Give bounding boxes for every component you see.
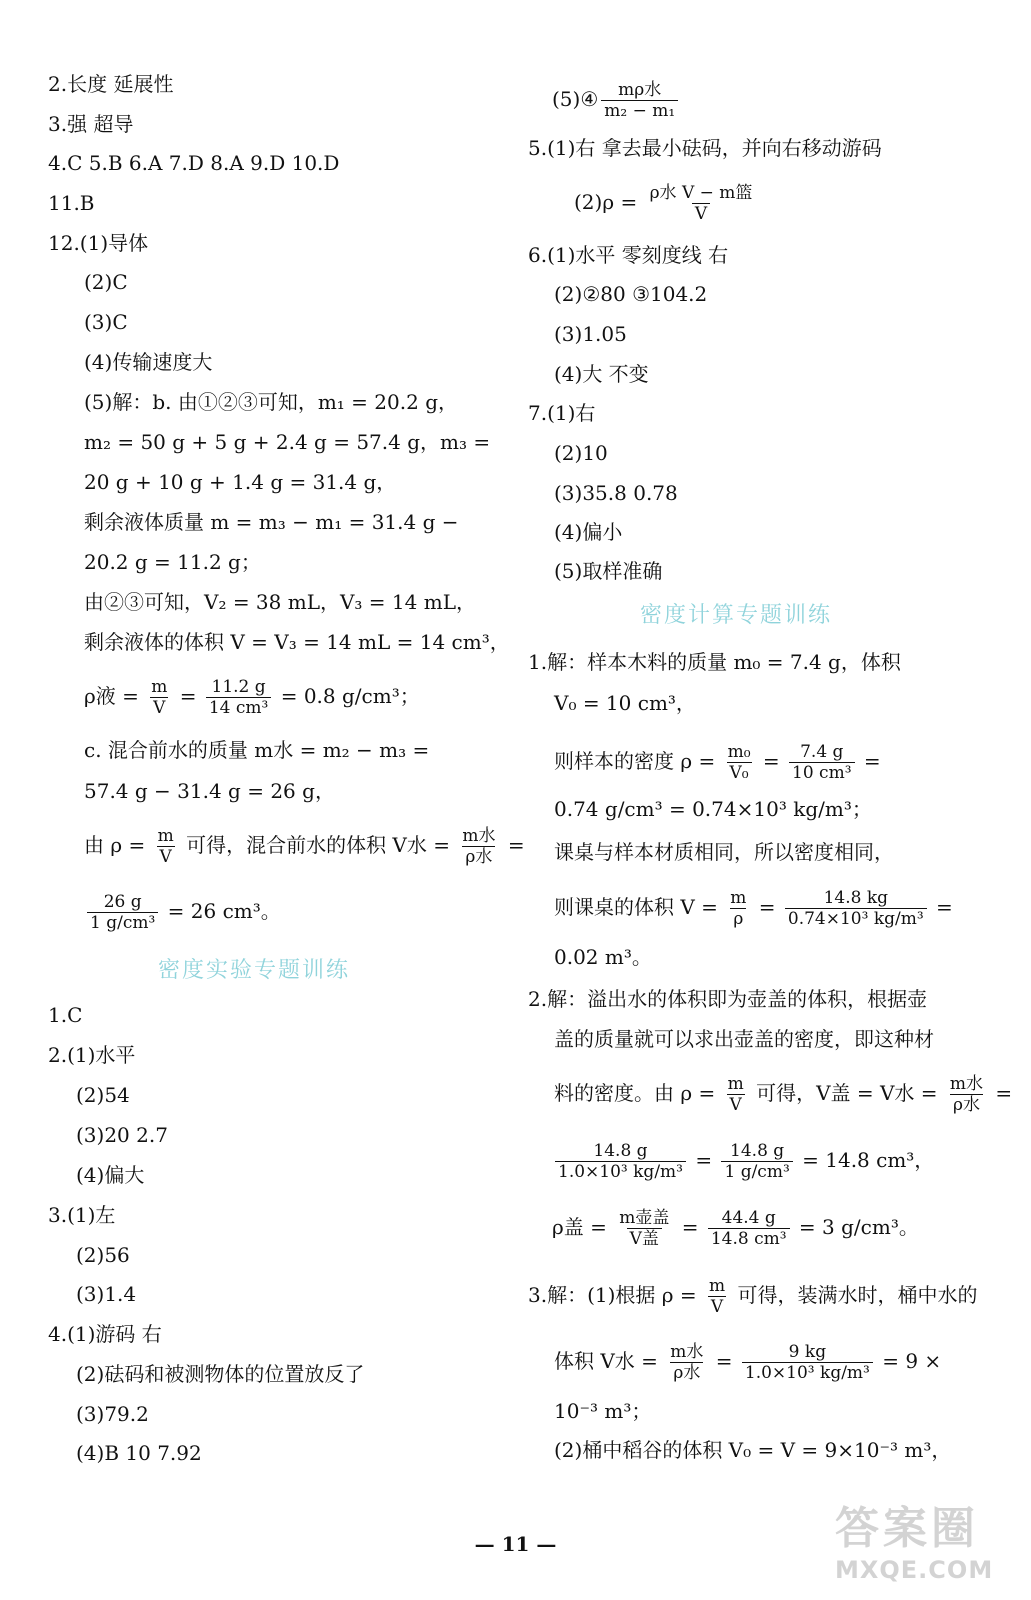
section-heading: 密度实验专题训练 — [158, 958, 351, 983]
numerator: m — [157, 826, 174, 846]
formula-text: = — [857, 749, 881, 773]
formula-text: = — [173, 684, 203, 708]
numerator: 11.2 g — [211, 677, 266, 697]
answer-line: 4.(1)游码 右 — [48, 1322, 162, 1346]
fraction — [459, 826, 498, 867]
denominator: 14 cm³ — [206, 697, 272, 718]
denominator: ρ — [730, 908, 746, 929]
formula-text: 料的密度。由 ρ = — [554, 1081, 722, 1105]
answer-line: (4)大 不变 — [554, 362, 649, 386]
answer-line: 12.(1)导体 — [48, 231, 149, 255]
answer-line: 3.(1)左 — [48, 1203, 116, 1227]
formula-line — [552, 1208, 919, 1249]
solution-line: m₂ = 50 g + 5 g + 2.4 g = 57.4 g，m₃ = — [84, 430, 491, 454]
formula-text: = — [929, 895, 953, 919]
answer-line: 2.(1)水平 — [48, 1043, 136, 1067]
denominator: 1.0×10³ kg/m³ — [555, 1161, 686, 1182]
solution-line: V₀ = 10 cm³， — [554, 691, 696, 715]
denominator: V — [157, 846, 175, 867]
numerator: m — [730, 888, 747, 908]
fraction — [706, 1276, 728, 1317]
fraction — [708, 1208, 790, 1249]
watermark-logo — [835, 1492, 1015, 1592]
numerator: 14.8 g — [593, 1141, 648, 1161]
fraction — [727, 888, 749, 929]
formula-text: = 14.8 cm³， — [795, 1148, 935, 1172]
solution-line: 20.2 g = 11.2 g； — [84, 550, 261, 574]
solution-line: 57.4 g − 31.4 g = 26 g， — [84, 779, 335, 803]
formula-line — [552, 80, 681, 121]
denominator: ρ水 — [670, 1362, 703, 1383]
answer-line: 5.(1)右 拿去最小砝码，并向右移动游码 — [528, 136, 882, 160]
formula-text: = — [756, 749, 787, 773]
numerator: m₀ — [727, 742, 751, 762]
formula-text: = 26 cm³。 — [161, 899, 281, 923]
solution-line: c. 混合前水的质量 m水 = m₂ − m₃ = — [84, 738, 430, 762]
answer-line: 6.(1)水平 零刻度线 右 — [528, 243, 729, 267]
answer-line: 1.C — [48, 1003, 83, 1027]
numerator: 14.8 g — [730, 1141, 785, 1161]
answer-line: (3)79.2 — [76, 1402, 149, 1426]
answer-line: (3)1.05 — [554, 322, 627, 346]
formula-text: = — [688, 1148, 719, 1172]
denominator: 10 cm³ — [789, 762, 855, 783]
answer-line: (4)偏小 — [554, 520, 623, 544]
answer-line: (2)砝码和被测物体的位置放反了 — [76, 1362, 365, 1386]
answer-line: (2)②80 ③104.2 — [554, 282, 708, 306]
solution-line: 2.解：溢出水的体积即为壶盖的体积，根据壶 — [528, 987, 928, 1011]
formula-text: 由 ρ = — [84, 833, 152, 857]
formula-line — [554, 1342, 941, 1383]
page-number: — 11 — — [474, 1532, 557, 1556]
denominator: V — [708, 1296, 726, 1317]
numerator: m — [727, 1074, 744, 1094]
denominator: V盖 — [627, 1228, 662, 1249]
solution-line: 0.02 m³。 — [554, 945, 652, 969]
formula-text: 可得，V盖 = V水 = — [749, 1081, 944, 1105]
numerator: 14.8 kg — [823, 888, 889, 908]
solution-line: (2)桶中稻谷的体积 V₀ = V = 9×10⁻³ m³， — [554, 1438, 952, 1462]
solution-line: (5)解：b. 由①②③可知，m₁ = 20.2 g， — [84, 390, 458, 414]
answer-line: (3)1.4 — [76, 1282, 137, 1306]
numerator: m水 — [670, 1342, 704, 1362]
numerator: m — [151, 677, 168, 697]
solution-line: 1.解：样本木料的质量 m₀ = 7.4 g，体积 — [528, 650, 901, 674]
solution-line: 盖的质量就可以求出壶盖的密度，即这种材 — [554, 1027, 934, 1051]
fraction — [785, 888, 927, 929]
formula-text: 可得，装满水时，桶中水的 — [731, 1283, 978, 1307]
answer-line: 2.长度 延展性 — [48, 72, 174, 96]
answer-line: (3)35.8 0.78 — [554, 481, 678, 505]
denominator: 1 g/cm³ — [721, 1161, 792, 1182]
formula-line — [528, 1276, 977, 1317]
fraction — [206, 677, 272, 718]
denominator: V — [150, 697, 168, 718]
fraction — [155, 826, 177, 867]
denominator: 1.0×10³ kg/m³ — [742, 1362, 873, 1383]
fraction — [789, 742, 855, 783]
formula-text: 则课桌的体积 V = — [554, 895, 725, 919]
denominator: V₀ — [727, 762, 752, 783]
formula-text: = — [752, 895, 782, 919]
formula-line — [84, 826, 525, 867]
formula-text: (5)④ — [552, 87, 599, 111]
answer-line: (3)20 2.7 — [76, 1123, 168, 1147]
formula-text: = 0.8 g/cm³； — [274, 684, 420, 708]
formula-text: 3.解：(1)根据 ρ = — [528, 1283, 703, 1307]
solution-line: 剩余液体质量 m = m₃ − m₁ = 31.4 g − — [84, 510, 459, 534]
solution-line: 剩余液体的体积 V = V₃ = 14 mL = 14 cm³， — [84, 630, 510, 654]
numerator: 9 kg — [788, 1342, 827, 1362]
answer-line: (2)10 — [554, 441, 608, 465]
fraction — [555, 1141, 686, 1182]
denominator: ρ水 — [950, 1094, 983, 1115]
fraction — [947, 1074, 986, 1115]
numerator: m — [709, 1276, 726, 1296]
denominator: 14.8 cm³ — [708, 1228, 790, 1249]
formula-line — [554, 888, 953, 929]
fraction — [667, 1342, 706, 1383]
fraction — [601, 80, 678, 121]
answer-line: (2)54 — [76, 1083, 130, 1107]
formula-line — [552, 1141, 934, 1182]
fraction — [725, 742, 754, 783]
numerator: 26 g — [103, 892, 142, 912]
fraction — [742, 1342, 873, 1383]
denominator: V — [692, 203, 710, 224]
formula-line — [574, 183, 758, 224]
solution-line: 20 g + 10 g + 1.4 g = 31.4 g， — [84, 470, 397, 494]
fraction — [616, 1208, 672, 1249]
answer-line: (2)56 — [76, 1243, 130, 1267]
section-heading: 密度计算专题训练 — [640, 603, 833, 628]
numerator: 7.4 g — [800, 742, 844, 762]
formula-text: = 9 × — [875, 1349, 942, 1373]
answer-line: (2)C — [84, 270, 128, 294]
solution-line: 10⁻³ m³； — [554, 1399, 652, 1423]
denominator: V — [727, 1094, 745, 1115]
numerator: m水 — [949, 1074, 984, 1094]
numerator: ρ水 V − m篮 — [649, 183, 753, 203]
formula-text: = 3 g/cm³。 — [792, 1215, 919, 1239]
numerator: m水 — [462, 826, 496, 846]
solution-line: 课桌与样本材质相同，所以密度相同， — [554, 840, 894, 864]
fraction — [87, 892, 158, 933]
formula-line — [554, 1074, 1012, 1115]
denominator: m₂ − m₁ — [601, 100, 678, 121]
formula-text: 体积 V水 = — [554, 1349, 665, 1373]
formula-text: (2)ρ = — [574, 190, 644, 214]
formula-text: = — [501, 833, 525, 857]
denominator: 0.74×10³ kg/m³ — [785, 908, 927, 929]
answer-line: (4)偏大 — [76, 1163, 145, 1187]
answer-line: (3)C — [84, 310, 128, 334]
fraction — [721, 1141, 792, 1182]
numerator: 44.4 g — [721, 1208, 776, 1228]
watermark-url: MXQE.COM — [835, 1556, 994, 1584]
numerator: mρ水 — [618, 80, 662, 100]
answer-line: (4)B 10 7.92 — [76, 1441, 202, 1465]
fraction — [148, 677, 170, 718]
solution-line: 0.74 g/cm³ = 0.74×10³ kg/m³； — [554, 797, 872, 821]
numerator: m壶盖 — [619, 1208, 670, 1228]
formula-line — [84, 677, 420, 718]
watermark-text: 答案圈 — [835, 1503, 979, 1554]
answer-line: (4)传输速度大 — [84, 350, 213, 374]
formula-text: ρ液 = — [84, 684, 146, 708]
formula-line — [84, 892, 281, 933]
formula-line — [554, 742, 881, 783]
fraction — [725, 1074, 747, 1115]
answer-line: (5)取样准确 — [554, 559, 663, 583]
answer-line: 4.C 5.B 6.A 7.D 8.A 9.D 10.D — [48, 151, 340, 175]
formula-text: ρ盖 = — [552, 1215, 614, 1239]
denominator: ρ水 — [462, 846, 495, 867]
formula-text: 则样本的密度 ρ = — [554, 749, 722, 773]
answer-line: 11.B — [48, 191, 95, 215]
formula-text: = — [709, 1349, 739, 1373]
formula-text: 可得，混合前水的体积 V水 = — [179, 833, 457, 857]
solution-line: 由②③可知，V₂ = 38 mL，V₃ = 14 mL， — [84, 590, 476, 614]
answer-line: 7.(1)右 — [528, 401, 596, 425]
denominator: 1 g/cm³ — [87, 912, 158, 933]
formula-text: = — [675, 1215, 705, 1239]
formula-text: = — [989, 1081, 1013, 1105]
fraction — [647, 183, 756, 224]
answer-line: 3.强 超导 — [48, 112, 134, 136]
